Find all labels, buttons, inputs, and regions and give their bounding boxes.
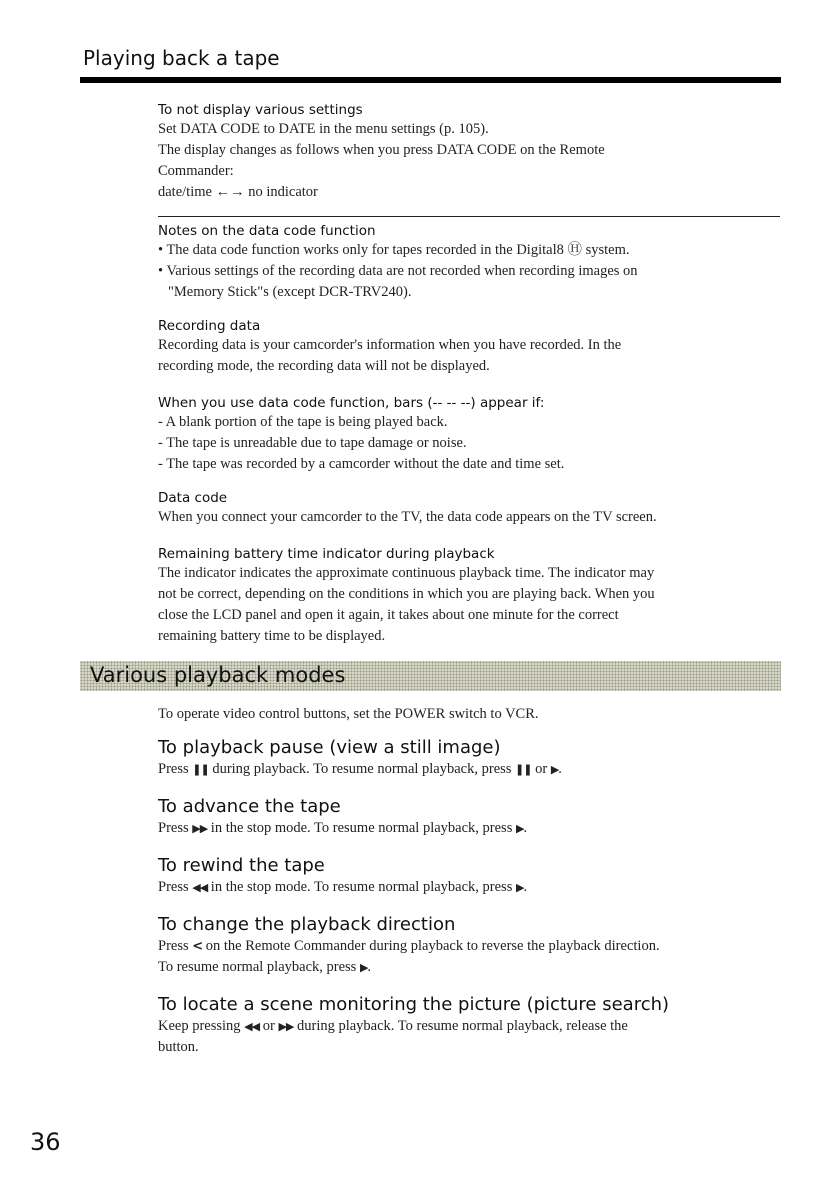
section-title: Various playback modes [90, 663, 346, 687]
page-number: 36 [30, 1128, 61, 1156]
rewind-mode [158, 855, 780, 898]
section-intro-block [158, 704, 780, 725]
bars-line: - The tape was recorded by a camcorder without the date and time set. [158, 456, 565, 472]
battery-line: The indicator indicates the approximate continuous playback time. The indicator may [158, 565, 655, 581]
not-display-heading: To not display various settings [158, 102, 363, 118]
bars-section [158, 394, 780, 475]
not-display-line: The display changes as follows when you press DATA CODE on the Remote [158, 142, 605, 158]
play-icon: ▶ [550, 763, 559, 776]
notes-bullet-cont: "Memory Stick"s (except DCR-TRV240). [168, 284, 412, 300]
recording-data-line: recording mode, the recording data will not be displayed. [158, 358, 490, 374]
not-display-line: Commander: [158, 163, 234, 179]
pause-icon: ❚❚ [515, 763, 532, 776]
rewind-icon: ◀◀ [192, 881, 208, 894]
advance-text: Press ▶▶ in the stop mode. To resume normal playback, press ▶. [158, 820, 528, 836]
fast-forward-icon: ▶▶ [278, 1020, 294, 1033]
advance-mode [158, 796, 780, 839]
battery-heading: Remaining battery time indicator during playback [158, 546, 495, 562]
play-icon: ▶ [359, 961, 368, 974]
pause-text: Press ❚❚ during playback. To resume normal playback, press ❚❚ or ▶. [158, 761, 562, 777]
play-icon: ▶ [515, 822, 524, 835]
notes-divider [158, 216, 780, 217]
data-code-line: When you connect your camcorder to the TV, the data code appears on the TV screen. [158, 509, 657, 525]
battery-line: close the LCD panel and open it again, it takes about one minute for the correct [158, 607, 619, 623]
direction-mode [158, 914, 780, 978]
rewind-heading: To rewind the tape [158, 855, 325, 876]
battery-section [158, 545, 780, 647]
direction-text: Press < on the Remote Commander during playback to reverse the playback direction. [158, 938, 660, 954]
search-text: Keep pressing ◀◀ or ▶▶ during playback. To resume normal playback, release the [158, 1018, 628, 1034]
notes-section [158, 222, 780, 303]
section-intro: To operate video control buttons, set the POWER switch to VCR. [158, 706, 539, 722]
bars-line: - A blank portion of the tape is being played back. [158, 414, 448, 430]
search-text-line2: button. [158, 1039, 199, 1055]
bars-heading: When you use data code function, bars (-- -- --) appear if: [158, 395, 545, 411]
recording-data-heading: Recording data [158, 318, 261, 334]
reverse-direction-icon: < [192, 939, 203, 954]
section-band [80, 661, 781, 691]
page-header-title: Playing back a tape [83, 46, 280, 70]
bars-line: - The tape is unreadable due to tape damage or noise. [158, 435, 467, 451]
rewind-text: Press ◀◀ in the stop mode. To resume normal playback, press ▶. [158, 879, 528, 895]
notes-bullet: • Various settings of the recording data are not recorded when recording images on [158, 263, 638, 279]
fast-forward-icon: ▶▶ [192, 822, 208, 835]
not-display-section [158, 101, 780, 203]
pause-icon: ❚❚ [192, 763, 209, 776]
header-rule [80, 77, 781, 83]
data-code-section [158, 489, 780, 528]
battery-line: remaining battery time to be displayed. [158, 628, 386, 644]
pause-heading: To playback pause (view a still image) [158, 737, 501, 758]
battery-line: not be correct, depending on the conditions in which you are playing back. When you [158, 586, 655, 602]
not-display-line: Set DATA CODE to DATE in the menu settings (p. 105). [158, 121, 489, 137]
search-mode [158, 994, 780, 1058]
recording-data-line: Recording data is your camcorder's information when you have recorded. In the [158, 337, 622, 353]
not-display-line: date/time ←→ no indicator [158, 184, 318, 200]
notes-bullet: • The data code function works only for tapes recorded in the Digital8 Ⓗ system. [158, 242, 630, 258]
recording-data-section [158, 317, 780, 377]
notes-heading: Notes on the data code function [158, 223, 376, 239]
data-code-heading: Data code [158, 490, 228, 506]
advance-heading: To advance the tape [158, 796, 341, 817]
search-heading: To locate a scene monitoring the picture (picture search) [158, 994, 670, 1015]
play-icon: ▶ [515, 881, 524, 894]
rewind-icon: ◀◀ [244, 1020, 260, 1033]
pause-mode [158, 737, 780, 780]
direction-text-line2: To resume normal playback, press ▶. [158, 959, 372, 975]
direction-heading: To change the playback direction [158, 914, 456, 935]
